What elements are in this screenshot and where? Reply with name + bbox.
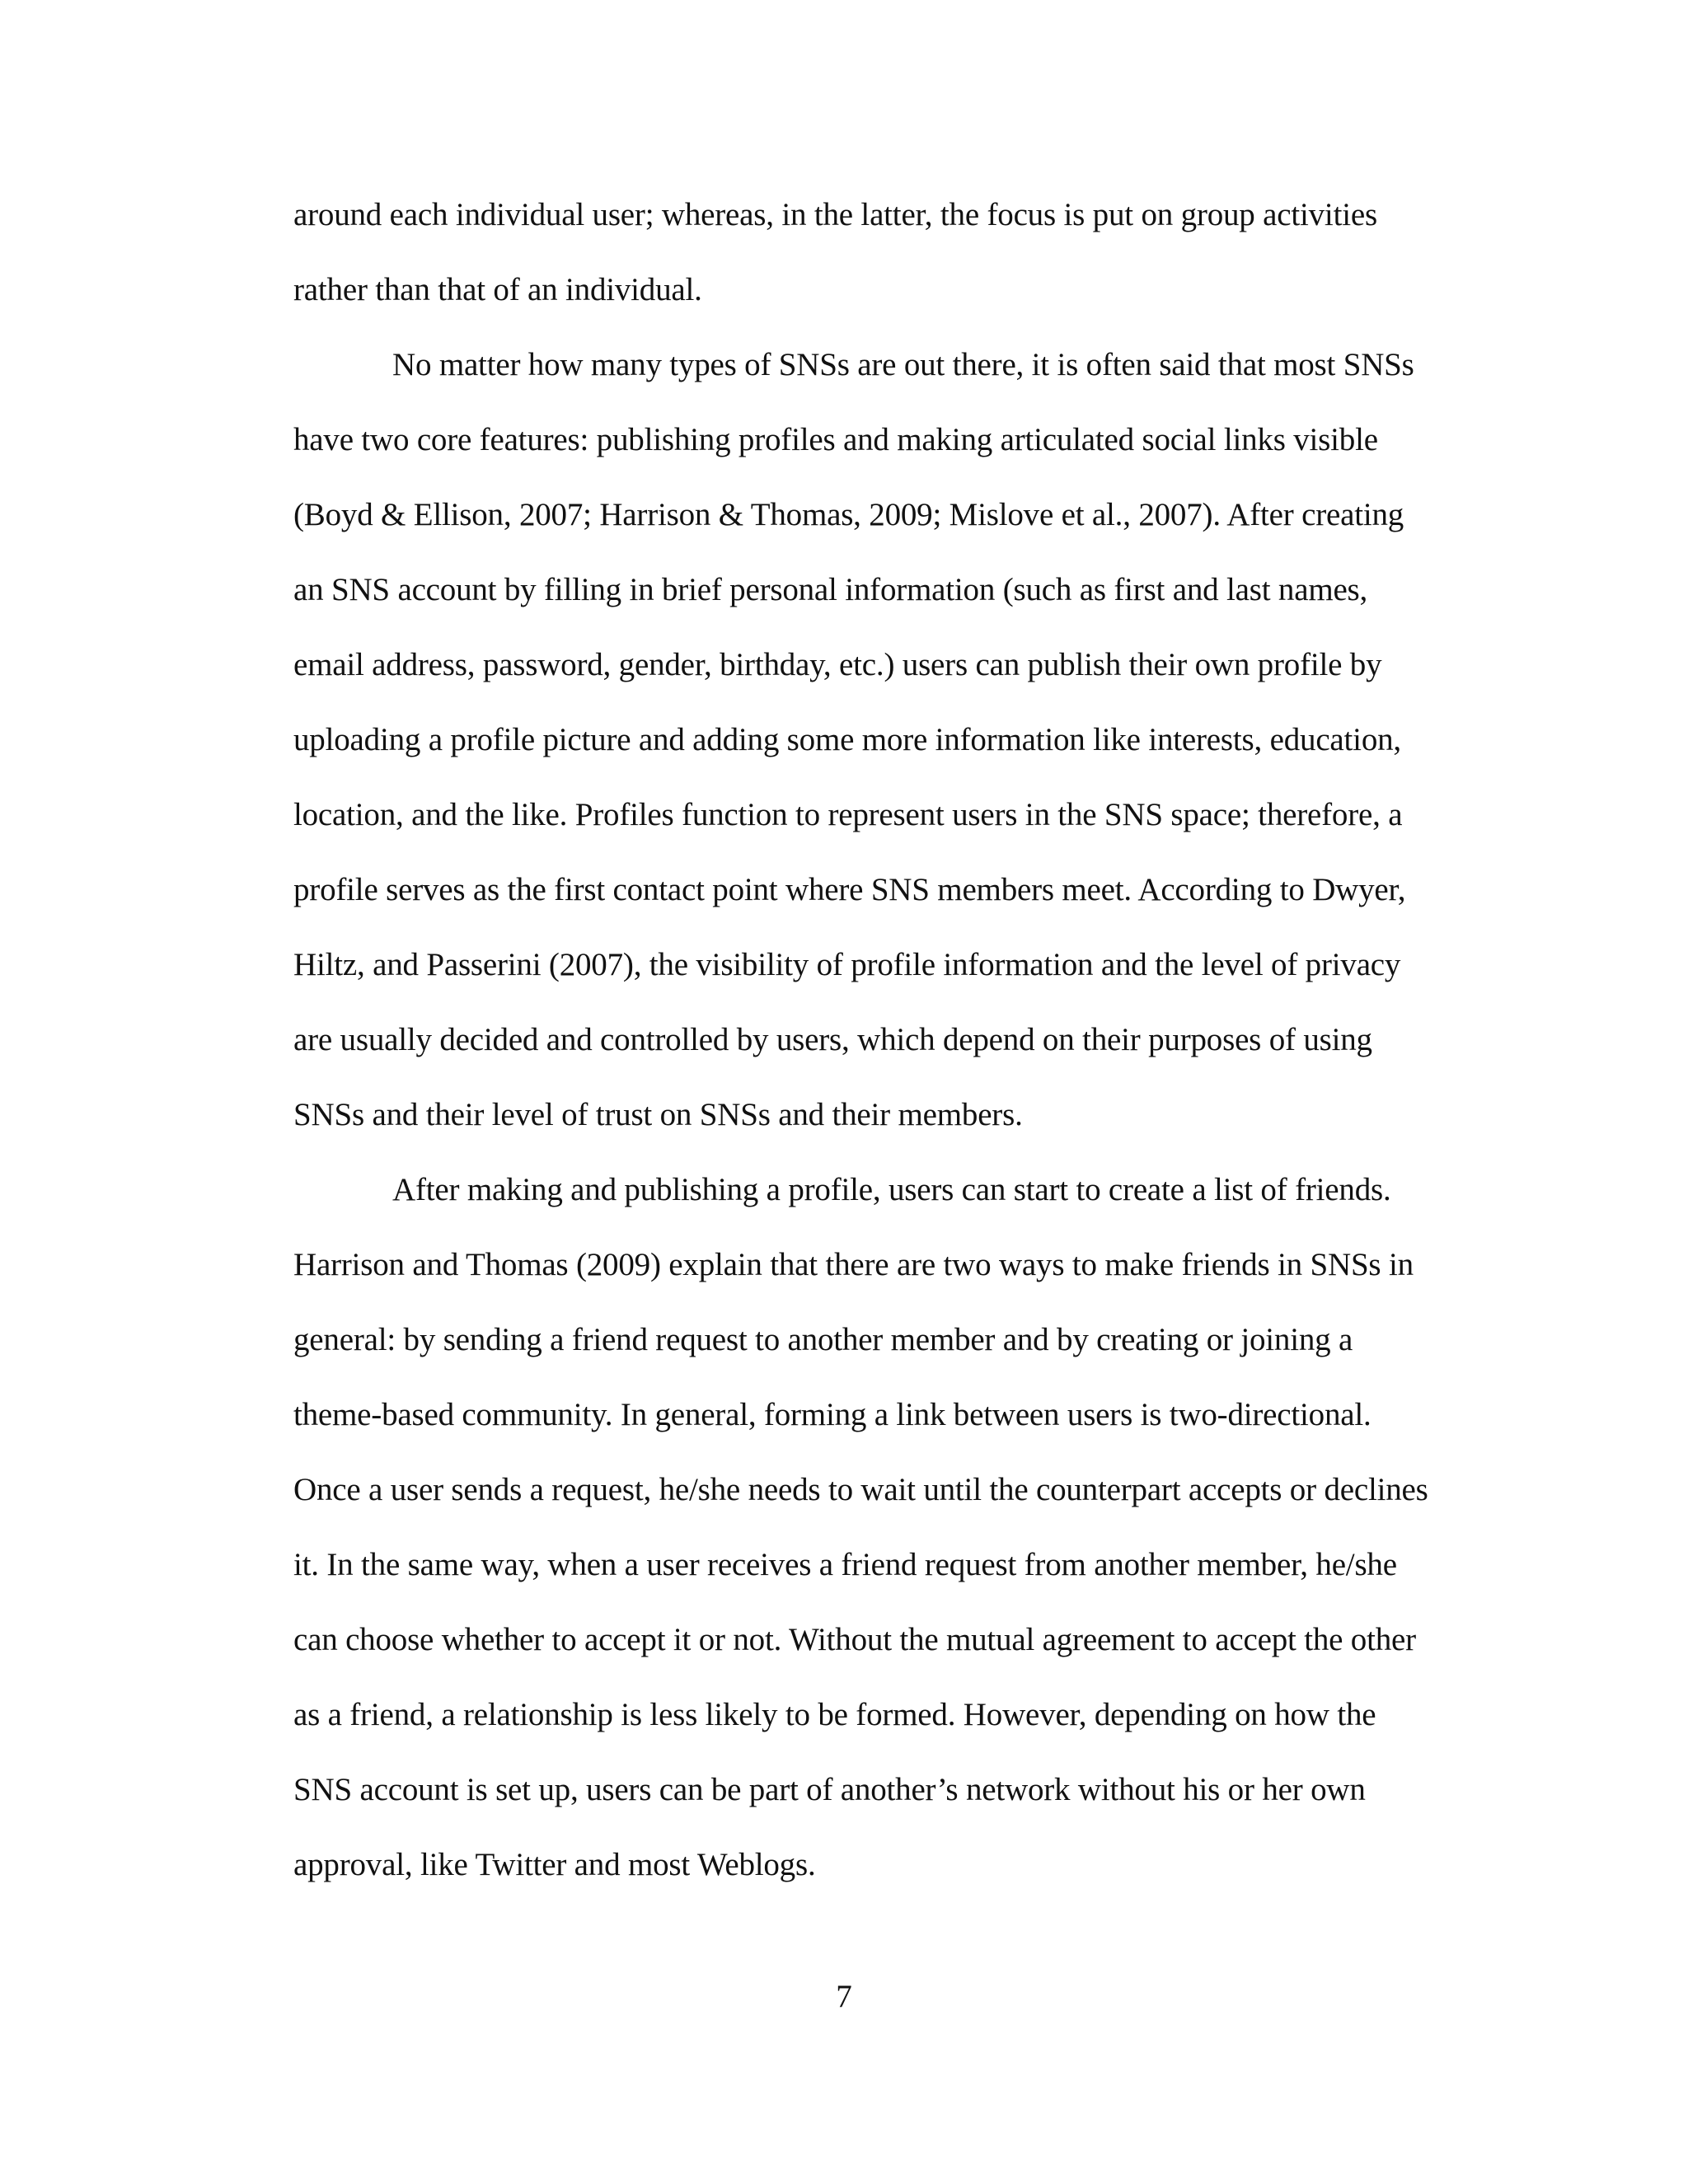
paragraph-first-line: After making and publishing a profile, users can start to create a list of friends.: [392, 1172, 1391, 1207]
body-text-line: have two core features: publishing profiles and making articulated social links visible: [293, 422, 1378, 457]
body-text-line: are usually decided and controlled by users, which depend on their purposes of using: [293, 1022, 1372, 1057]
body-text-line: SNS account is set up, users can be part of another’s network without his or her own: [293, 1772, 1366, 1807]
body-text-line: uploading a profile picture and adding some more information like interests, education,: [293, 722, 1401, 757]
body-text-line: theme-based community. In general, forming a link between users is two-directional.: [293, 1397, 1372, 1432]
body-text-line: (Boyd & Ellison, 2007; Harrison & Thomas, 2009; Mislove et al., 2007). After creating: [293, 497, 1404, 532]
body-text-line: profile serves as the first contact point where SNS members meet. According to Dwyer,: [293, 872, 1406, 907]
body-text-line: general: by sending a friend request to another member and by creating or joining a: [293, 1322, 1353, 1357]
body-text-line: can choose whether to accept it or not. Without the mutual agreement to accept the other: [293, 1622, 1416, 1657]
body-text-line: location, and the like. Profiles function to represent users in the SNS space; therefore, a: [293, 797, 1403, 832]
body-text-line: around each individual user; whereas, in the latter, the focus is put on group activities: [293, 197, 1377, 232]
body-text-line: as a friend, a relationship is less likely to be formed. However, depending on how the: [293, 1697, 1376, 1732]
paragraph-first-line: No matter how many types of SNSs are out there, it is often said that most SNSs: [392, 347, 1414, 382]
body-text-line: email address, password, gender, birthday, etc.) users can publish their own profile by: [293, 647, 1382, 682]
body-text-line: Harrison and Thomas (2009) explain that there are two ways to make friends in SNSs in: [293, 1247, 1414, 1282]
body-text-line: approval, like Twitter and most Weblogs.: [293, 1847, 816, 1882]
body-text-line: Hiltz, and Passerini (2007), the visibility of profile information and the level of privacy: [293, 947, 1401, 982]
body-text-line: SNSs and their level of trust on SNSs and their members.: [293, 1097, 1023, 1132]
body-text-line: an SNS account by filling in brief personal information (such as first and last names,: [293, 572, 1368, 607]
body-text-line: it. In the same way, when a user receives a friend request from another member, he/she: [293, 1547, 1397, 1582]
body-text-line: Once a user sends a request, he/she needs to wait until the counterpart accepts or declines: [293, 1472, 1428, 1507]
body-text-line: rather than that of an individual.: [293, 272, 702, 307]
page-number: 7: [836, 1979, 852, 2014]
